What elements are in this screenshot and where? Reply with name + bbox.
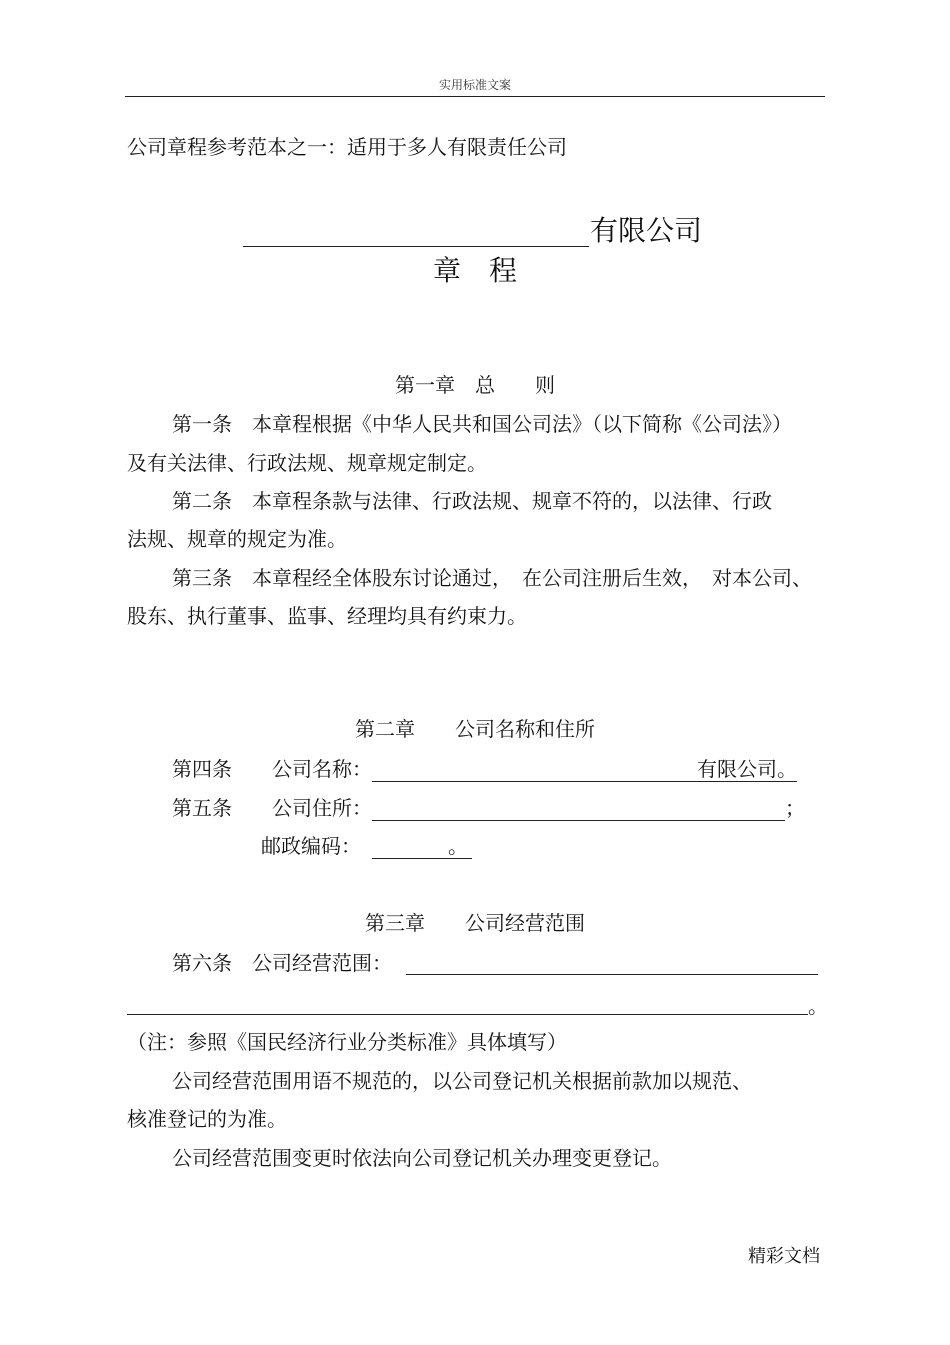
postal-code-underline — [372, 834, 472, 859]
article5-label: 第五条 公司住所： — [172, 796, 372, 820]
article3-line1: 第三条 本章程经全体股东讨论通过， 在公司注册后生效， 对本公司、 — [172, 566, 812, 590]
postal-code-label: 邮政编码： — [261, 834, 361, 858]
title-suffix: 有限公司 — [590, 214, 703, 247]
header-rule — [125, 96, 825, 97]
company-name-suffix: 有限公司。 — [697, 757, 797, 781]
address-underline — [372, 796, 785, 821]
article3-line2: 股东、执行董事、监事、经理均具有约束力。 — [127, 604, 527, 628]
article4-label: 第四条 公司名称： — [172, 757, 372, 781]
scope-underline-2 — [127, 1014, 808, 1015]
company-name-blank — [243, 246, 589, 247]
scope-para1-line2: 核准登记的为准。 — [127, 1107, 287, 1131]
address-end-mark: ； — [785, 796, 805, 820]
scope-note: （注：参照《国民经济行业分类标准》具体填写） — [127, 1030, 567, 1054]
article1-line1: 第一条 本章程根据《中华人民共和国公司法》（以下简称《公司法》） — [172, 412, 792, 436]
article2-line1: 第二条 本章程条款与法律、行政法规、规章不符的，以法律、行政 — [172, 489, 772, 513]
chapter1-heading: 第一章 总 则 — [395, 373, 555, 397]
article1-line2: 及有关法律、行政法规、规章规定制定。 — [127, 451, 487, 475]
postal-code-end-mark: 。 — [448, 834, 468, 858]
chapter3-heading: 第三章 公司经营范围 — [365, 911, 585, 935]
page-footer: 精彩文档 — [748, 1246, 820, 1267]
company-address-field — [372, 796, 805, 821]
scope-end-mark: 。 — [808, 994, 828, 1018]
scope-underline-1 — [406, 974, 818, 975]
chapter2-heading: 第二章 公司名称和住所 — [355, 717, 595, 741]
page-header: 实用标准文案 — [438, 78, 511, 92]
intro-line: 公司章程参考范本之一：适用于多人有限责任公司 — [127, 135, 567, 159]
scope-para1-line1: 公司经营范围用语不规范的，以公司登记机关根据前款加以规范、 — [172, 1069, 752, 1093]
scope-para2: 公司经营范围变更时依法向公司登记机关办理变更登记。 — [172, 1146, 672, 1170]
company-name-field — [372, 757, 797, 782]
doc-type-title: 章 程 — [432, 254, 517, 287]
company-name-underline — [372, 757, 697, 782]
postal-code-field — [372, 834, 472, 859]
article6-label: 第六条 公司经营范围： — [172, 951, 392, 975]
article2-line2: 法规、规章的规定为准。 — [127, 527, 347, 551]
